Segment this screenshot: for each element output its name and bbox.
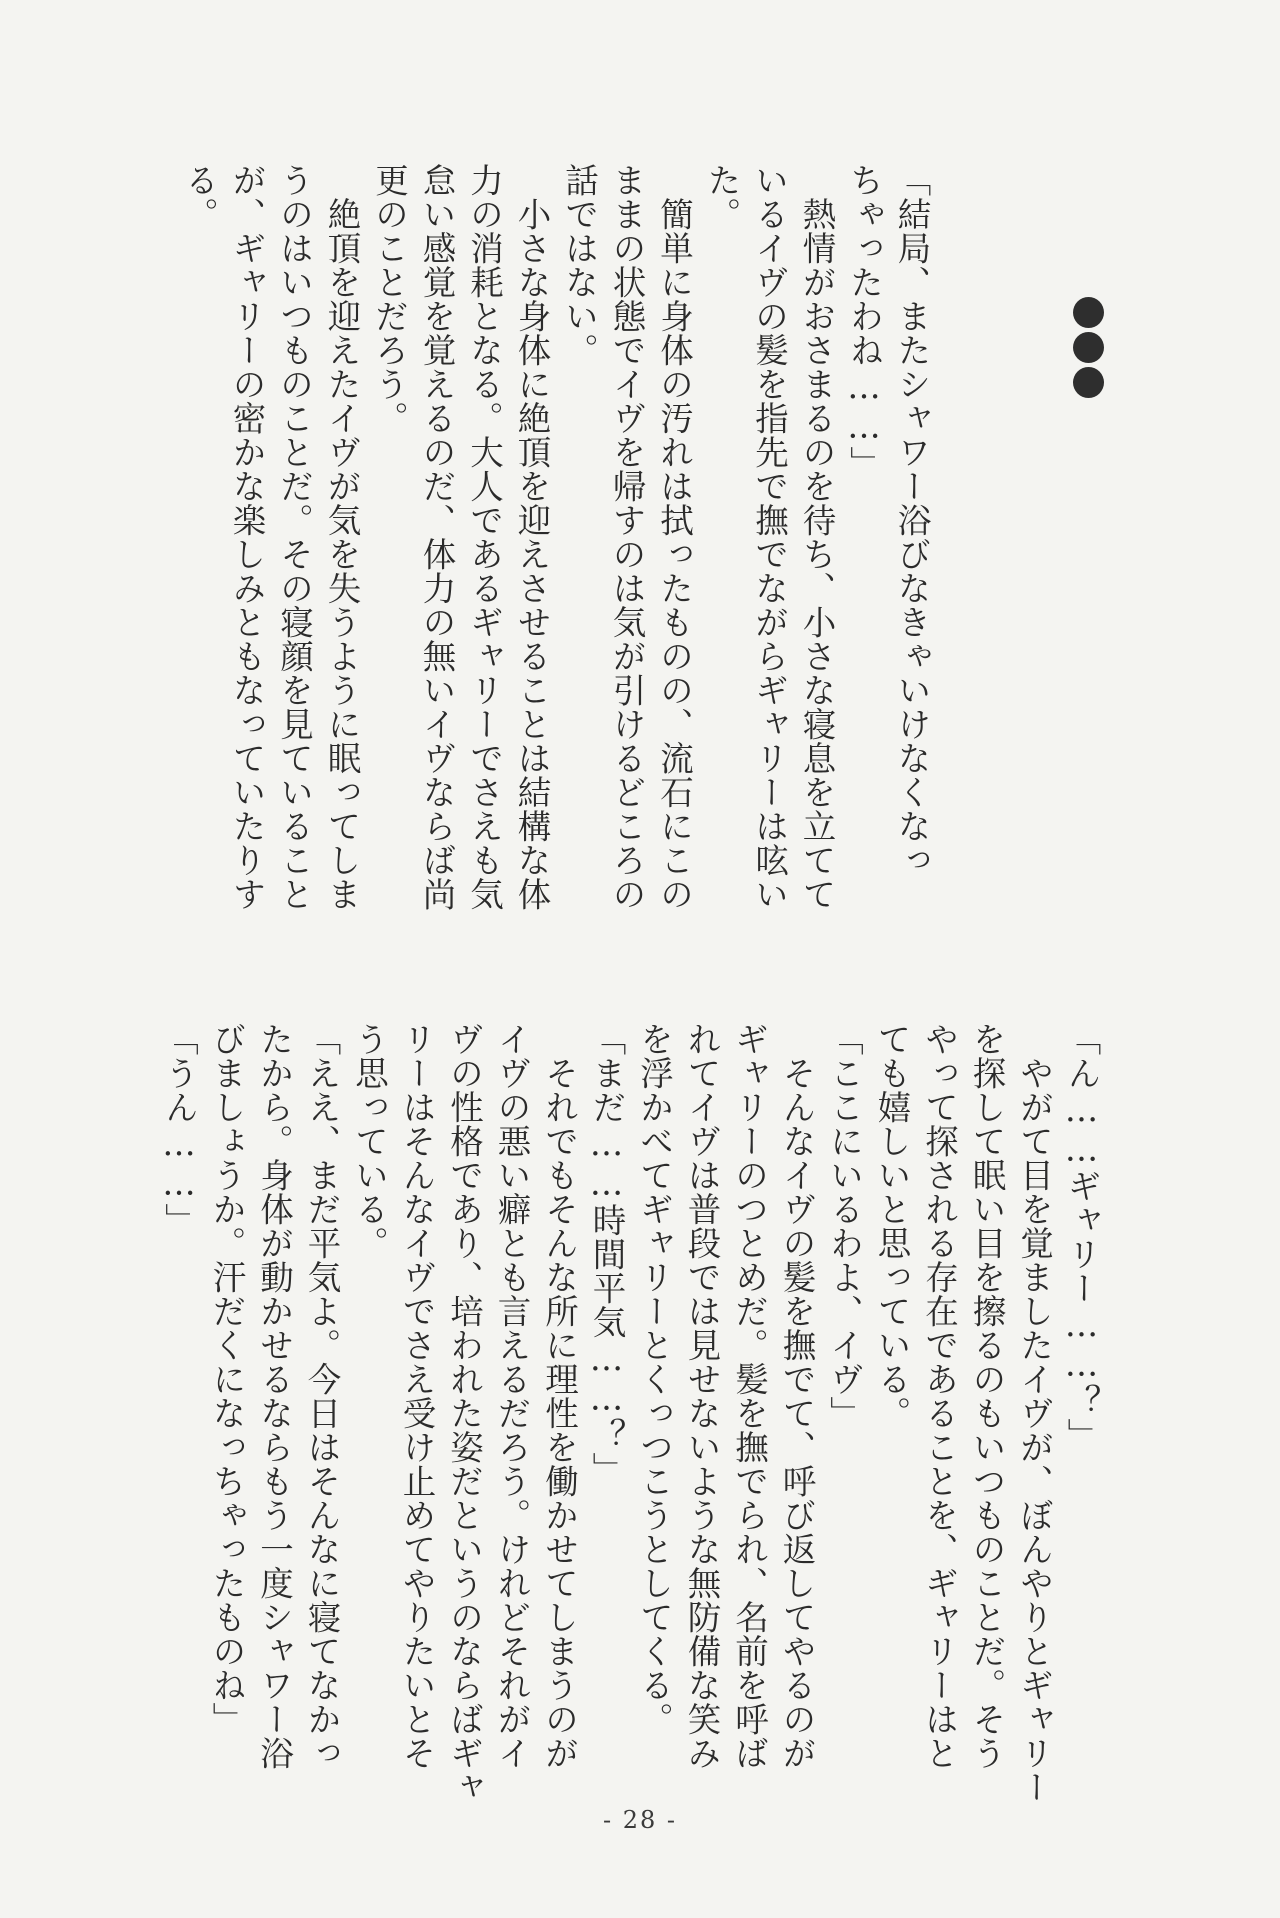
text-column: 熱情がおさまるのを待ち、小さな寝息を立てて <box>797 163 836 911</box>
text-column: そんなイヴの髪を撫でて、呼び返してやるのが <box>777 1022 816 1770</box>
text-column: ヴの性格であり、培われた姿だというのならばギャ <box>444 1022 484 1804</box>
text-column: る。 <box>179 163 219 231</box>
separator-dot-icon <box>1073 297 1104 328</box>
text-column: 簡単に身体の汚れは拭ったものの、流石にこの <box>654 163 694 911</box>
text-column: ままの状態でイヴを帰すのは気が引けるどころの <box>607 163 646 911</box>
text-column: リーはそんなイヴでさえ受け止めてやりたいとそ <box>397 1022 436 1770</box>
text-column: れてイヴは普段では見せないような無防備な笑み <box>682 1022 721 1770</box>
text-column: ギャリーのつとめだ。髪を撫でられ、名前を呼ば <box>729 1022 769 1770</box>
text-column: 話ではない。 <box>559 163 599 367</box>
text-column: 「ん……ギャリー……？」 <box>1062 1022 1101 1452</box>
text-column: びましょうか。汗だくになっちゃったものね」 <box>207 1022 246 1736</box>
text-column: 「まだ……時間平気……？」 <box>587 1022 626 1486</box>
text-column: 「ええ、まだ平気よ。今日はそんなに寝てなかっ <box>302 1022 341 1770</box>
text-column: 小さな身体に絶頂を迎えさせることは結構な体 <box>512 163 551 911</box>
text-column: 絶頂を迎えたイヴが気を失うように眠ってしま <box>322 163 361 911</box>
text-column: ちゃったわね……」 <box>844 163 884 480</box>
text-column: 更のことだろう。 <box>369 163 409 435</box>
text-column: それでもそんな所に理性を働かせてしまうのが <box>539 1022 579 1770</box>
text-column: 「ここにいるわよ、イヴ」 <box>824 1022 864 1430</box>
text-column: やって探される存在であることを、ギャリーはと <box>919 1022 959 1770</box>
text-column: たから。身体が動かせるならもう一度シャワー浴 <box>254 1022 294 1770</box>
text-column: いるイヴの髪を指先で撫でながらギャリーは呟い <box>749 163 789 911</box>
text-column: 怠い感覚を覚えるのだ、体力の無いイヴならば尚 <box>417 163 456 911</box>
text-column: 「うん……」 <box>159 1022 199 1237</box>
text-column: やがて目を覚ましたイヴが、ぼんやりとギャリー <box>1014 1022 1054 1804</box>
section-separator <box>1073 297 1107 398</box>
page-number: - 28 - <box>602 1806 677 1834</box>
bottom-text-block <box>148 1022 1101 1804</box>
top-text-block <box>168 163 931 911</box>
text-column: が、ギャリーの密かな楽しみともなっていたりす <box>227 163 266 911</box>
separator-dot-icon <box>1073 332 1104 363</box>
text-column: ても嬉しいと思っている。 <box>872 1022 911 1430</box>
text-column: 「結局、またシャワー浴びなきゃいけなくなっ <box>892 163 931 877</box>
text-column: を探して眠い目を擦るのもいつものことだ。そう <box>967 1022 1006 1770</box>
text-column: を浮かべてギャリーとくっつこうとしてくる。 <box>634 1022 674 1736</box>
text-column: う思っている。 <box>349 1022 389 1260</box>
text-column: 力の消耗となる。大人であるギャリーでさえも気 <box>464 163 504 911</box>
text-column: た。 <box>702 163 741 231</box>
separator-dot-icon <box>1073 367 1104 398</box>
text-column: うのはいつものことだ。その寝顔を見ていること <box>274 163 314 911</box>
text-column: イヴの悪い癖とも言えるだろう。けれどそれがイ <box>492 1022 531 1770</box>
